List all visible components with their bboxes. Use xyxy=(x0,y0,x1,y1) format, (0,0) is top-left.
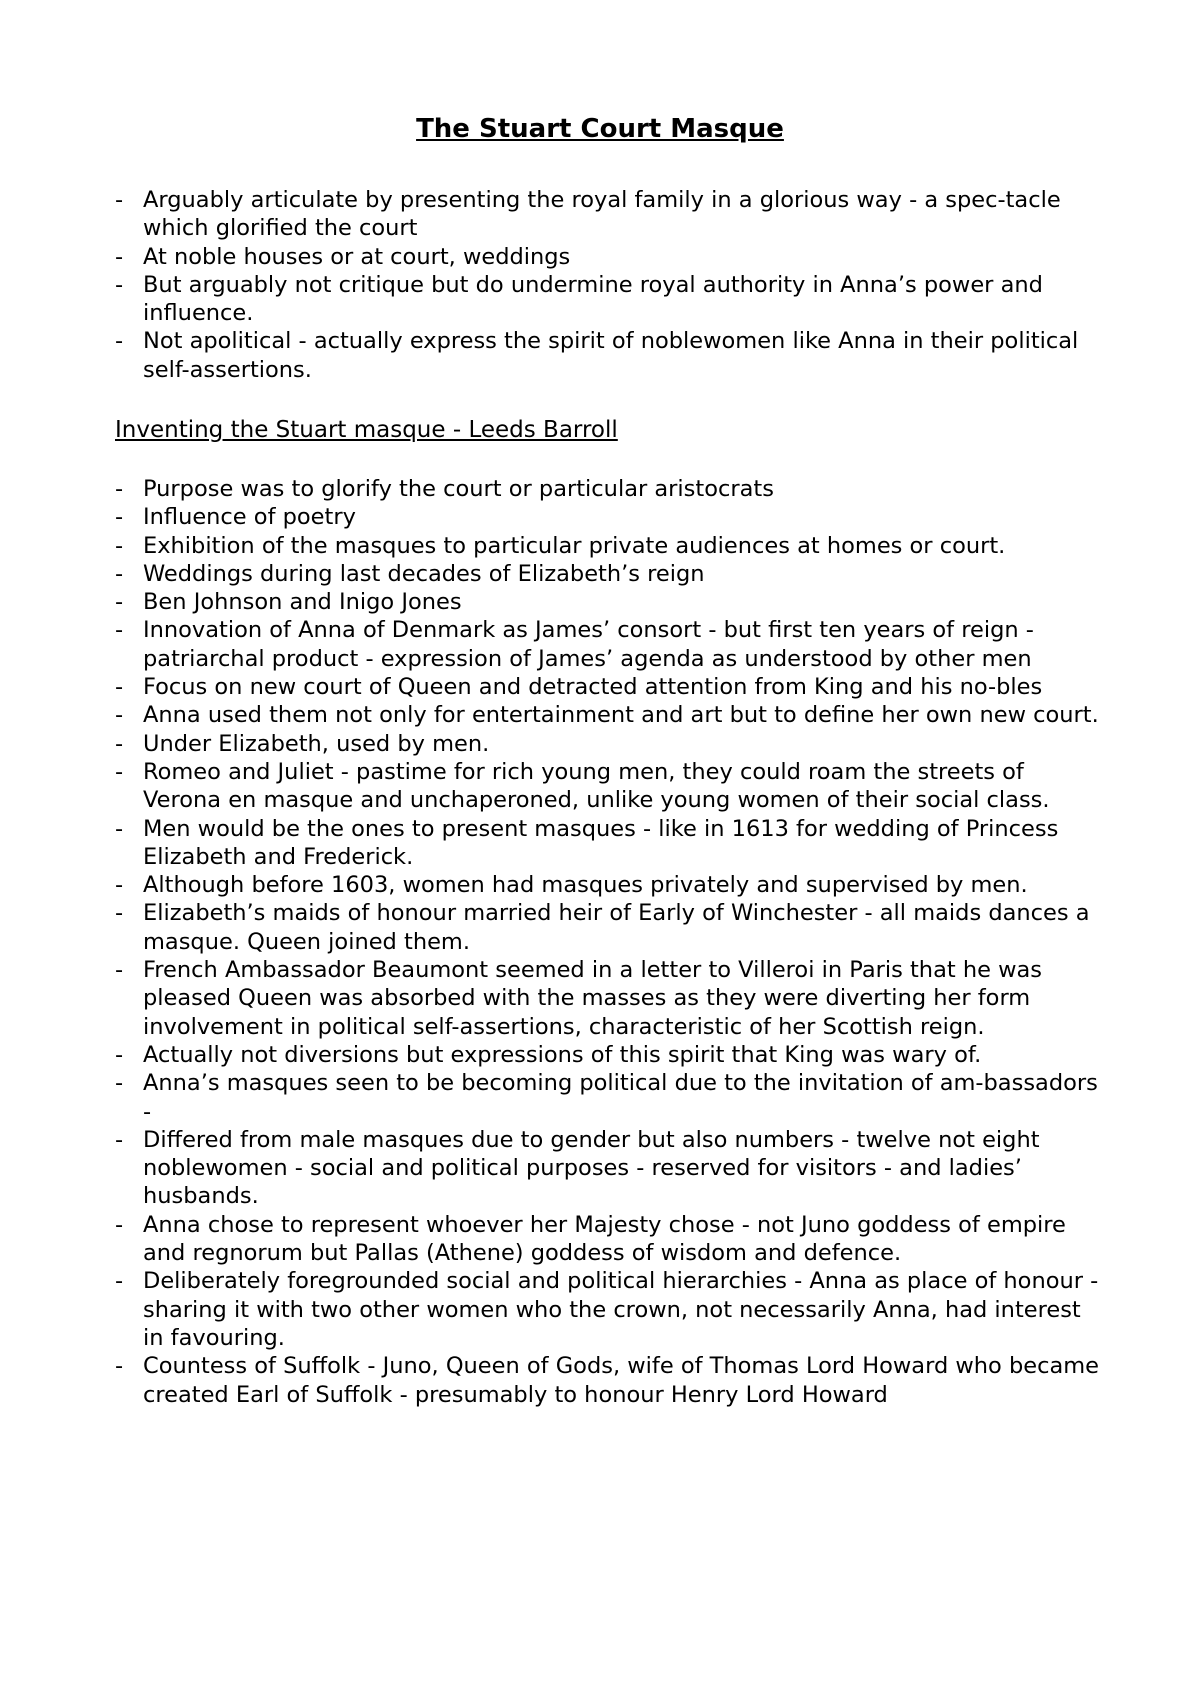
list-item-text: Men would be the ones to present masques - like in 1613 for wedding of Princess Elizabeth and Frederick. xyxy=(143,815,1059,870)
list-item xyxy=(115,560,1100,588)
section-list xyxy=(115,475,1100,1409)
bullet-dash: - xyxy=(115,243,124,270)
list-item-text: French Ambassador Beaumont seemed in a letter to Villeroi in Paris that he was pleased Queen was absorbed with the masses as they were diverting her form involvement in political self-assertions, characteristic of her Scottish reign. xyxy=(143,957,1043,1040)
list-item-text: Focus on new court of Queen and detracted attention from King and his no-bles xyxy=(143,674,1043,701)
bullet-dash: - xyxy=(115,271,124,298)
list-item xyxy=(115,475,1100,503)
list-item-text: Arguably articulate by presenting the royal family in a glorious way - a spec-tacle which glorified the court xyxy=(143,187,1061,242)
bullet-dash: - xyxy=(115,900,124,927)
list-item xyxy=(115,1211,1100,1268)
bullet-dash: - xyxy=(115,560,124,587)
list-item-text: Influence of poetry xyxy=(143,504,356,531)
list-item-text: At noble houses or at court, weddings xyxy=(143,243,571,270)
section-heading: Inventing the Stuart masque - Leeds Barroll xyxy=(115,417,618,443)
bullet-dash: - xyxy=(115,328,124,355)
bullet-dash: - xyxy=(115,730,124,757)
bullet-dash: - xyxy=(115,589,124,616)
list-item xyxy=(115,243,1100,271)
list-item-text: Weddings during last decades of Elizabeth’s reign xyxy=(143,560,705,587)
list-item-text: But arguably not critique but do undermine royal authority in Anna’s power and influence. xyxy=(143,271,1043,327)
bullet-dash: - xyxy=(115,476,124,502)
list-item-text: Actually not diversions but expressions of this spirit that King was wary of. xyxy=(143,1041,982,1068)
bullet-dash: - xyxy=(115,1126,124,1153)
list-item-text: Purpose was to glorify the court or particular aristocrats xyxy=(143,476,774,502)
list-item xyxy=(115,186,1100,243)
bullet-dash: - xyxy=(115,617,124,644)
list-item xyxy=(115,1126,1100,1211)
list-item xyxy=(115,271,1100,328)
list-item xyxy=(115,815,1100,872)
list-item xyxy=(115,327,1100,384)
bullet-dash: - xyxy=(115,957,124,984)
list-item xyxy=(115,1069,1100,1126)
list-item xyxy=(115,616,1100,673)
list-item xyxy=(115,588,1100,616)
bullet-dash: - xyxy=(115,758,124,785)
document-title: The Stuart Court Masque xyxy=(416,114,784,144)
bullet-dash: - xyxy=(115,1353,124,1380)
bullet-dash: - xyxy=(115,674,124,701)
list-item xyxy=(115,871,1100,899)
list-item-text: Differed from male masques due to gender but also numbers - twelve not eight noblewomen - social and political purposes - reserved for visitors - and ladies’ husbands. xyxy=(143,1126,1040,1210)
list-item xyxy=(115,503,1100,531)
list-item xyxy=(115,730,1100,758)
list-item-text: Deliberately foregrounded social and political hierarchies - Anna as place of honour - sharing it with two other women who the crown, not necessarily Anna, had interest in favouring. xyxy=(143,1268,1099,1351)
list-item xyxy=(115,1267,1100,1352)
list-item-text: Anna used them not only for entertainment and art but to define her own new court. xyxy=(143,702,1099,729)
list-item-text: Not apolitical - actually express the spirit of noblewomen like Anna in their political self-assertions. xyxy=(143,328,1079,383)
list-item-text: Under Elizabeth, used by men. xyxy=(143,730,490,757)
list-item-text: Countess of Suffolk - Juno, Queen of Gods, wife of Thomas Lord Howard who became created Earl of Suffolk - presumably to honour Henry Lord Howard xyxy=(143,1353,1099,1408)
bullet-dash: - xyxy=(115,1070,124,1097)
list-item xyxy=(115,1041,1100,1069)
bullet-dash: - xyxy=(115,702,124,729)
list-item-text: Romeo and Juliet - pastime for rich young men, they could roam the streets of Verona en masque and unchaperoned, unlike young women of their social class. xyxy=(143,758,1050,814)
list-item xyxy=(115,758,1100,815)
intro-list xyxy=(115,186,1100,384)
list-item-text: Although before 1603, women had masques privately and supervised by men. xyxy=(143,872,1028,899)
bullet-dash: - xyxy=(115,815,124,842)
bullet-dash: - xyxy=(115,1211,124,1238)
list-item-text: Anna chose to represent whoever her Majesty chose - not Juno goddess of empire and regnorum but Pallas (Athene) goddess of wisdom and defence. xyxy=(143,1211,1066,1267)
list-item xyxy=(115,956,1100,1041)
list-item-text: Elizabeth’s maids of honour married heir of Early of Winchester - all maids dances a masque. Queen joined them. xyxy=(143,900,1090,955)
bullet-dash: - xyxy=(115,1268,124,1295)
list-item xyxy=(115,899,1100,956)
bullet-dash: - xyxy=(115,872,124,899)
list-item xyxy=(115,673,1100,701)
bullet-dash: - xyxy=(115,1041,124,1068)
list-item-text: Exhibition of the masques to particular private audiences at homes or court. xyxy=(143,532,1006,559)
list-item xyxy=(115,1352,1100,1409)
list-item xyxy=(115,532,1100,560)
list-item-text: Innovation of Anna of Denmark as James’ consort - but first ten years of reign - patriarchal product - expression of James’ agenda as understood by other men xyxy=(143,617,1034,672)
bullet-dash: - xyxy=(115,187,124,213)
bullet-dash: - xyxy=(115,532,124,559)
list-item xyxy=(115,701,1100,729)
list-item-text: Ben Johnson and Inigo Jones xyxy=(143,589,462,616)
bullet-dash: - xyxy=(115,504,124,531)
list-item-text: Anna’s masques seen to be becoming political due to the invitation of am-bassadors - xyxy=(143,1070,1098,1125)
